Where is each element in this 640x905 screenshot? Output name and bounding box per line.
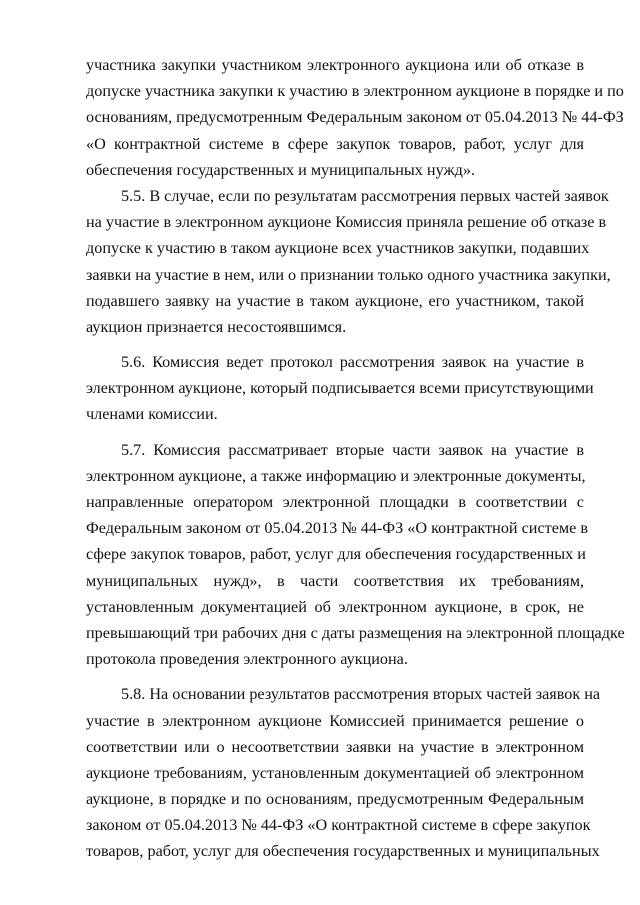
text-line: протокола проведения электронного аукциона. xyxy=(86,650,408,669)
text-line: электронном аукционе, который подписывается всеми присутствующими xyxy=(86,379,594,398)
text-line: аукционе, в порядке и по основаниям, предусмотренным Федеральным xyxy=(86,790,584,809)
text-line: электронном аукционе, а также информацию и электронные документы, xyxy=(86,466,586,485)
text-line: 5.6. Комиссия ведет протокол рассмотрения заявок на участие в xyxy=(121,353,584,372)
text-line: 5.7. Комиссия рассматривает вторые части заявок на участие в xyxy=(121,440,584,459)
text-line: подавшего заявку на участие в таком аукционе, его участником, такой xyxy=(86,291,584,310)
text-line: 5.8. На основании результатов рассмотрения вторых частей заявок на xyxy=(121,685,601,704)
text-line: установленным документацией об электронном аукционе, в срок, не xyxy=(86,597,584,616)
text-line: Федеральным законом от 05.04.2013 № 44-ФЗ «О контрактной системе в xyxy=(86,519,589,538)
text-line: допуске участника закупки к участию в электронном аукционе в порядке и по xyxy=(86,82,624,101)
paragraph-gap xyxy=(86,340,584,349)
text-line: товаров, работ, услуг для обеспечения государственных и муниципальных xyxy=(86,842,600,861)
text-line: на участие в электронном аукционе Комиссия приняла решение об отказе в xyxy=(86,213,607,232)
text-line: аукционе требованиям, установленным документацией об электронном xyxy=(86,763,584,782)
text-line: аукцион признается несостоявшимся. xyxy=(86,317,347,336)
text-line: основаниям, предусмотренным Федеральным законом от 05.04.2013 № 44-ФЗ xyxy=(86,108,624,127)
text-line: «О контрактной системе в сфере закупок товаров, работ, услуг для xyxy=(86,134,584,153)
text-line: 5.5. В случае, если по результатам рассмотрения первых частей заявок xyxy=(121,186,609,205)
text-line: сфере закупок товаров, работ, услуг для обеспечения государственных и xyxy=(86,545,586,564)
text-line: превышающий три рабочих дня с даты размещения на электронной площадке xyxy=(86,623,625,642)
text-line: членами комиссии. xyxy=(86,405,218,424)
text-line: участие в электронном аукционе Комиссией принимается решение о xyxy=(86,711,584,730)
paragraph-5-8 xyxy=(86,681,601,864)
text-line: допуске к участию в таком аукционе всех участников закупки, подавших xyxy=(86,239,590,258)
paragraph-gap xyxy=(86,428,584,437)
paragraph-gap xyxy=(86,672,584,681)
paragraph-5-6 xyxy=(86,349,594,428)
text-line: обеспечения государственных и муниципальных нужд». xyxy=(86,160,476,179)
text-line: соответствии или о несоответствии заявки на участие в электронном xyxy=(86,737,584,756)
paragraph-continuation xyxy=(86,52,624,183)
text-line: муниципальных нужд», в части соответствия их требованиям, xyxy=(86,571,584,590)
text-line: заявки на участие в нем, или о признании только одного участника закупки, xyxy=(86,265,611,284)
text-line: законом от 05.04.2013 № 44-ФЗ «О контрактной системе в сфере закупок xyxy=(86,816,591,835)
paragraph-5-7 xyxy=(86,437,625,673)
text-line: участника закупки участником электронного аукциона или об отказе в xyxy=(86,56,584,74)
paragraph-5-5 xyxy=(86,183,611,340)
text-line: направленные оператором электронной площадки в соответствии с xyxy=(86,493,584,511)
